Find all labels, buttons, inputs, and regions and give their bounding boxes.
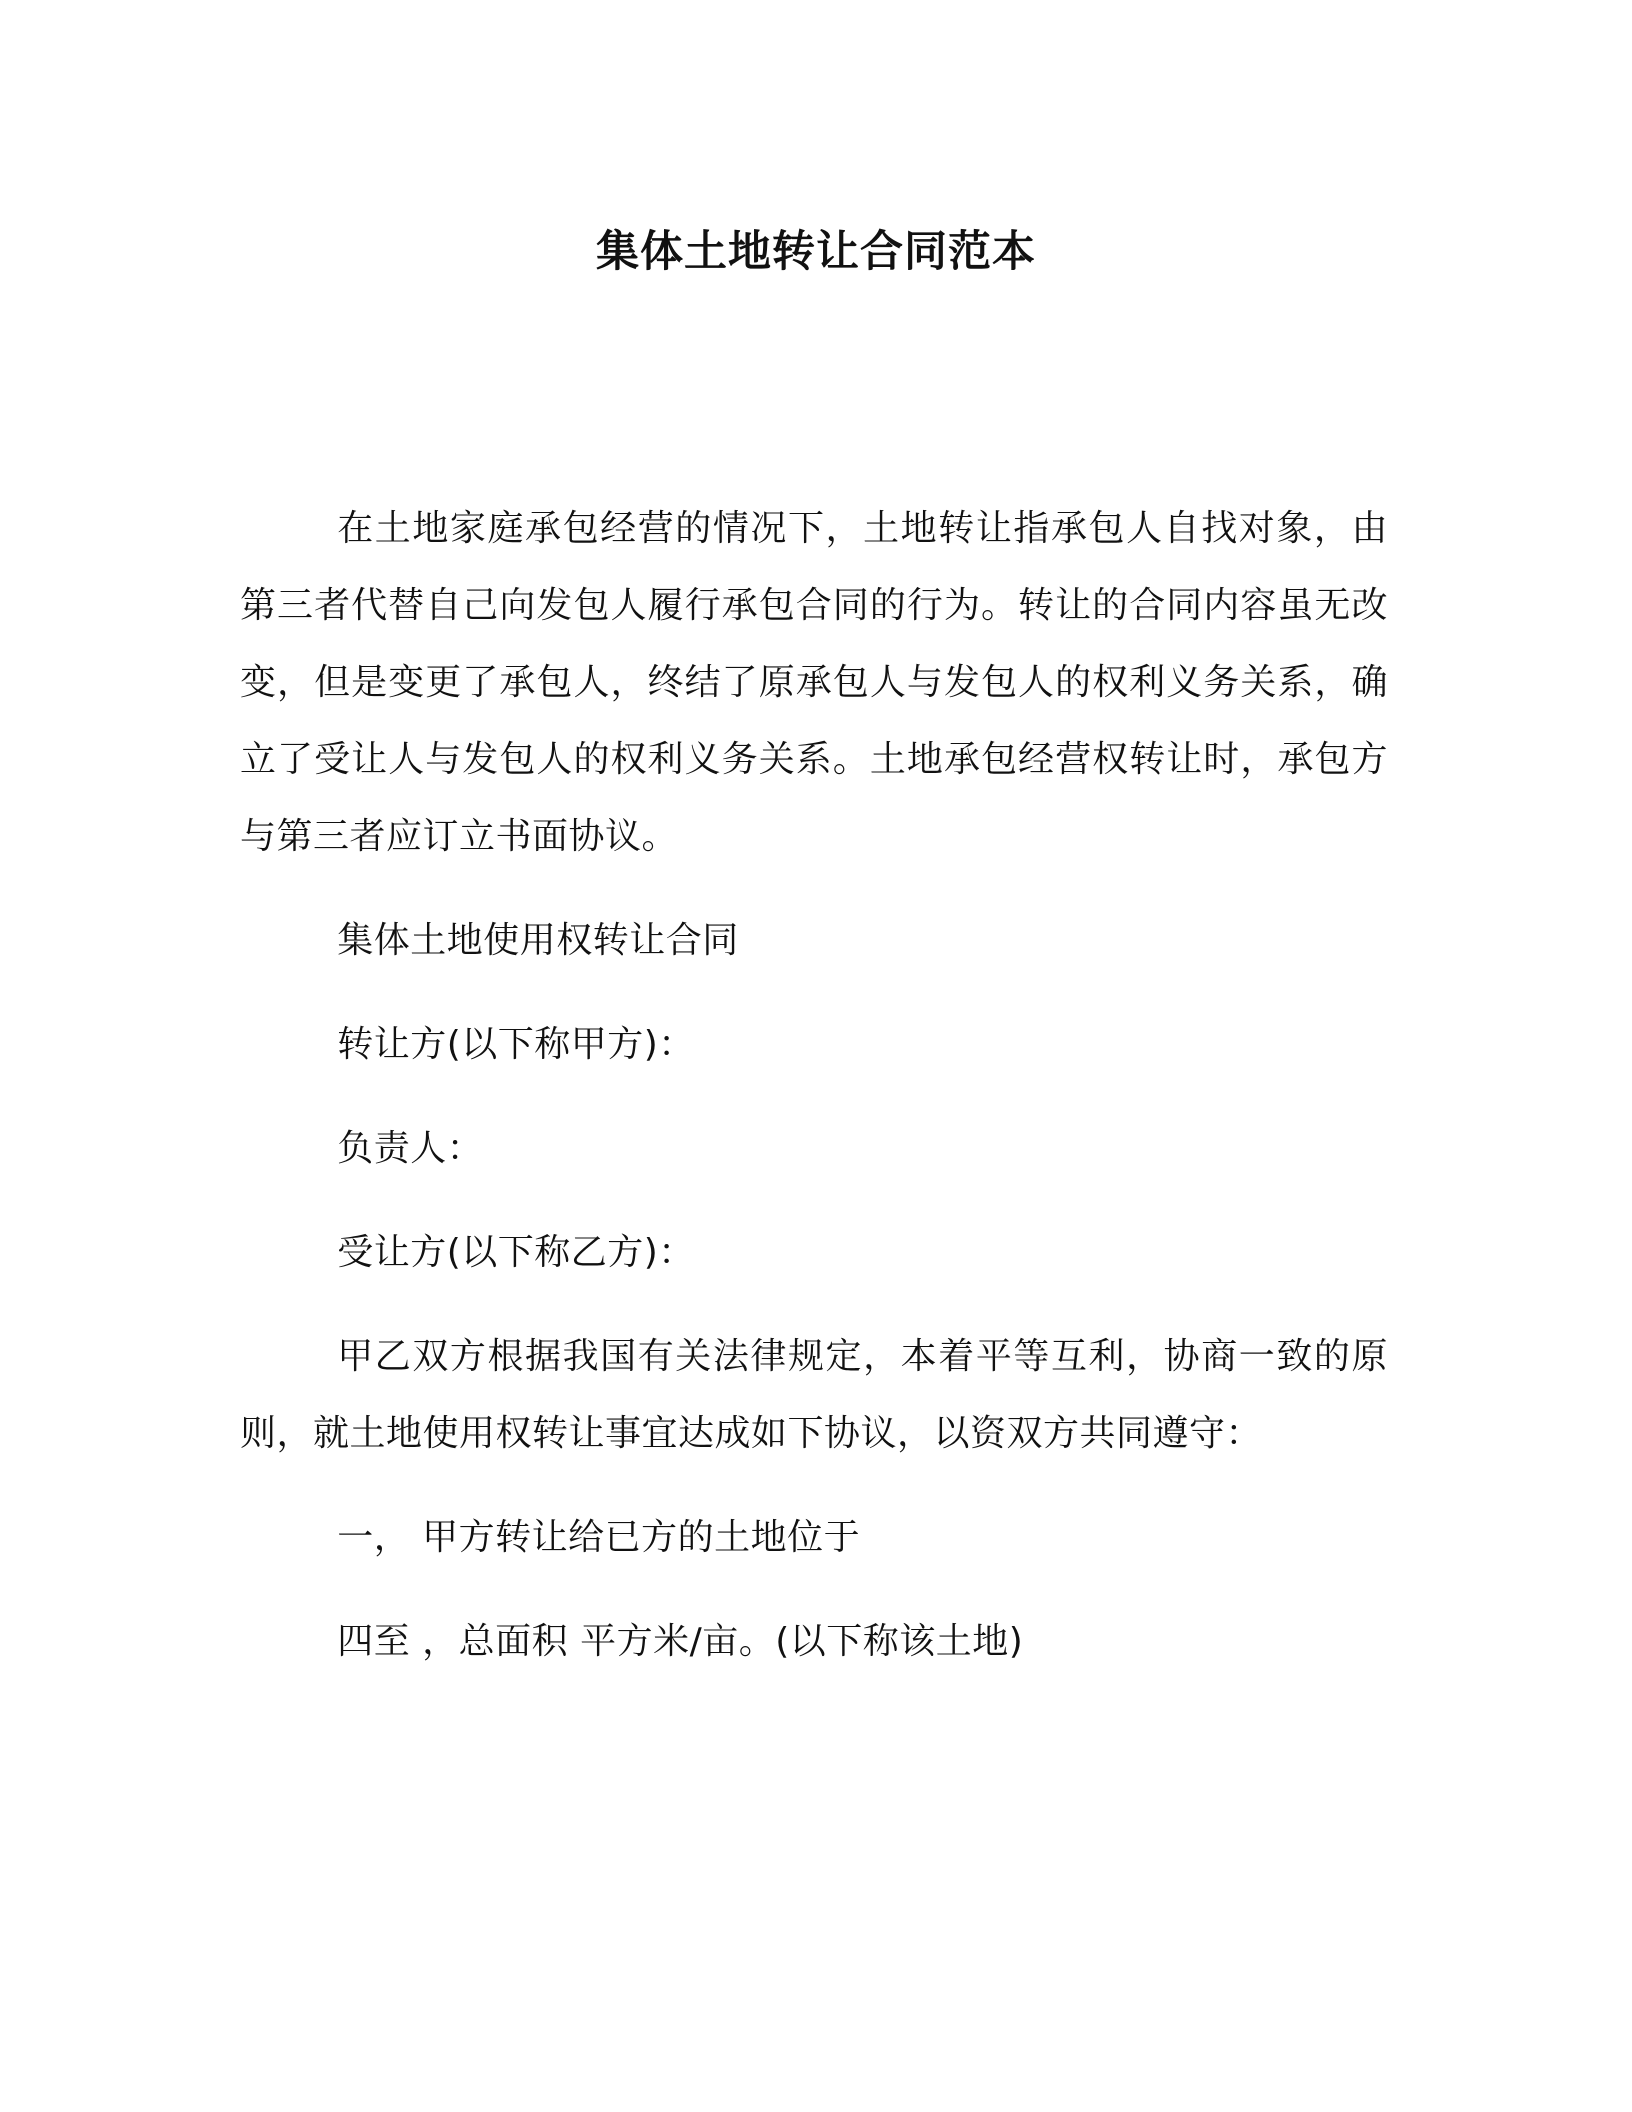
document-title: 集体土地转让合同范本 — [596, 227, 1036, 277]
transferor-line: 转让方(以下称甲方)： — [337, 1024, 695, 1065]
contract-heading: 集体土地使用权转让合同 — [337, 920, 739, 961]
document-body — [240, 490, 1388, 1680]
transferee-line: 受让方(以下称乙方)： — [337, 1232, 695, 1273]
clause-one-location: 一， 甲方转让给已方的土地位于 — [337, 1517, 861, 1558]
intro-paragraph: 在土地家庭承包经营的情况下，土地转让指承包人自找对象，由第三者代替自己向发包人履行承包合同的行为。转让的合同内容虽无改变，但是变更了承包人，终结了原承包人与发包人的权利义务关系，确立了受让人与发包人的权利义务关系。土地承包经营权转让时，承包方与第三者应订立书面协议。 — [240, 508, 1388, 857]
responsible-person-line: 负责人： — [337, 1128, 484, 1169]
agreement-preamble: 甲乙双方根据我国有关法律规定，本着平等互利，协商一致的原则，就土地使用权转让事宜达成如下协议，以资双方共同遵守： — [240, 1336, 1388, 1454]
clause-one-area: 四至 ，总面积 平方米/亩。(以下称该土地) — [337, 1621, 1024, 1662]
